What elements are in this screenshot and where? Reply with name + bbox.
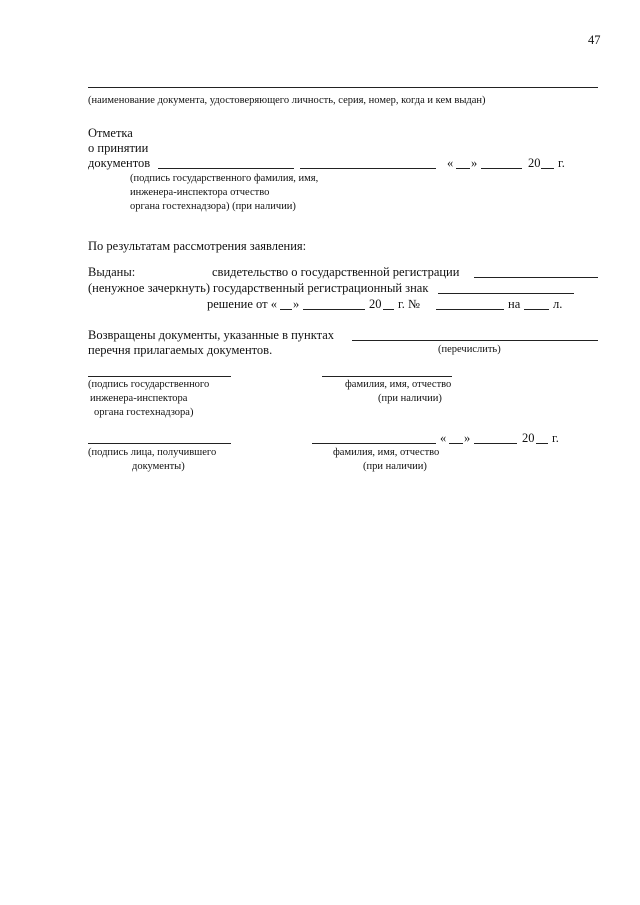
recipient-quote-open: « — [440, 431, 447, 445]
recipient-month-line — [474, 443, 517, 444]
decision-prefix: решение от « — [207, 297, 277, 311]
receipt-year-line — [541, 168, 554, 169]
receipt-label-line1: Отметка — [88, 126, 133, 140]
decision-number-line — [436, 309, 504, 310]
recipient-year-suffix: г. — [552, 431, 559, 445]
issued-plate-line — [438, 293, 574, 294]
receipt-caption-line3: органа гостехнадзора) (при наличии) — [130, 201, 296, 212]
inspector-caption-line1: (подпись государственного — [88, 379, 210, 390]
inspector-name-caption-line2: (при наличии) — [378, 393, 442, 404]
receipt-signature-line — [158, 168, 294, 169]
recipient-name-caption-line1: фамилия, имя, отчество — [333, 447, 440, 458]
decision-year-line — [383, 309, 394, 310]
decision-sheets-label: л. — [553, 297, 563, 311]
issued-certificate: свидетельство о государственной регистрации — [212, 265, 460, 279]
receipt-year-prefix: 20 — [528, 156, 541, 170]
issued-plate: государственный регистрационный знак — [213, 281, 429, 295]
receipt-day-line — [456, 168, 470, 169]
inspector-name-line — [322, 376, 452, 377]
returned-items-line — [352, 340, 598, 341]
receipt-quote-close: » — [471, 156, 478, 170]
issued-certificate-line — [474, 277, 598, 278]
recipient-day-line — [449, 443, 463, 444]
recipient-name-caption-line2: (при наличии) — [363, 461, 427, 472]
recipient-year-line — [536, 443, 548, 444]
inspector-caption-line3: органа гостехнадзора) — [94, 407, 194, 418]
issued-label: Выданы: — [88, 265, 136, 279]
decision-on-label: на — [508, 297, 521, 311]
returned-hint: (перечислить) — [438, 344, 501, 355]
decision-year-prefix: 20 — [369, 297, 382, 311]
recipient-name-line — [312, 443, 436, 444]
id-document-line — [88, 87, 598, 88]
results-heading: По результатам рассмотрения заявления: — [88, 239, 307, 253]
inspector-name-caption-line1: фамилия, имя, отчество — [345, 379, 452, 390]
inspector-caption-line2: инженера-инспектора — [90, 393, 188, 404]
receipt-caption-line2: инженера-инспектора отчество — [130, 187, 270, 198]
returned-line1: Возвращены документы, указанные в пунктах — [88, 328, 335, 342]
decision-month-line — [303, 309, 365, 310]
receipt-quote-open: « — [447, 156, 454, 170]
recipient-caption-line1: (подпись лица, получившего — [88, 447, 217, 458]
decision-day-line — [280, 309, 292, 310]
inspector-signature-line — [88, 376, 231, 377]
receipt-caption-line1: (подпись государственного фамилия, имя, — [130, 173, 319, 184]
receipt-label-line2: о принятии — [88, 141, 149, 155]
decision-number-label: г. № — [398, 297, 420, 311]
receipt-name-line — [300, 168, 436, 169]
issued-strike-note: (ненужное зачеркнуть) — [88, 281, 210, 295]
receipt-year-suffix: г. — [558, 156, 565, 170]
receipt-label-line3: документов — [88, 156, 151, 170]
page-number: 47 — [588, 33, 601, 47]
recipient-year-prefix: 20 — [522, 431, 535, 445]
decision-sheets-line — [524, 309, 549, 310]
recipient-caption-line2: документы) — [132, 461, 185, 472]
recipient-signature-line — [88, 443, 231, 444]
id-document-caption: (наименование документа, удостоверяющего личность, серия, номер, когда и кем выдан) — [88, 95, 486, 106]
decision-quote-close: » — [293, 297, 300, 311]
receipt-month-line — [481, 168, 522, 169]
returned-line2: перечня прилагаемых документов. — [88, 343, 273, 357]
recipient-quote-close: » — [464, 431, 471, 445]
